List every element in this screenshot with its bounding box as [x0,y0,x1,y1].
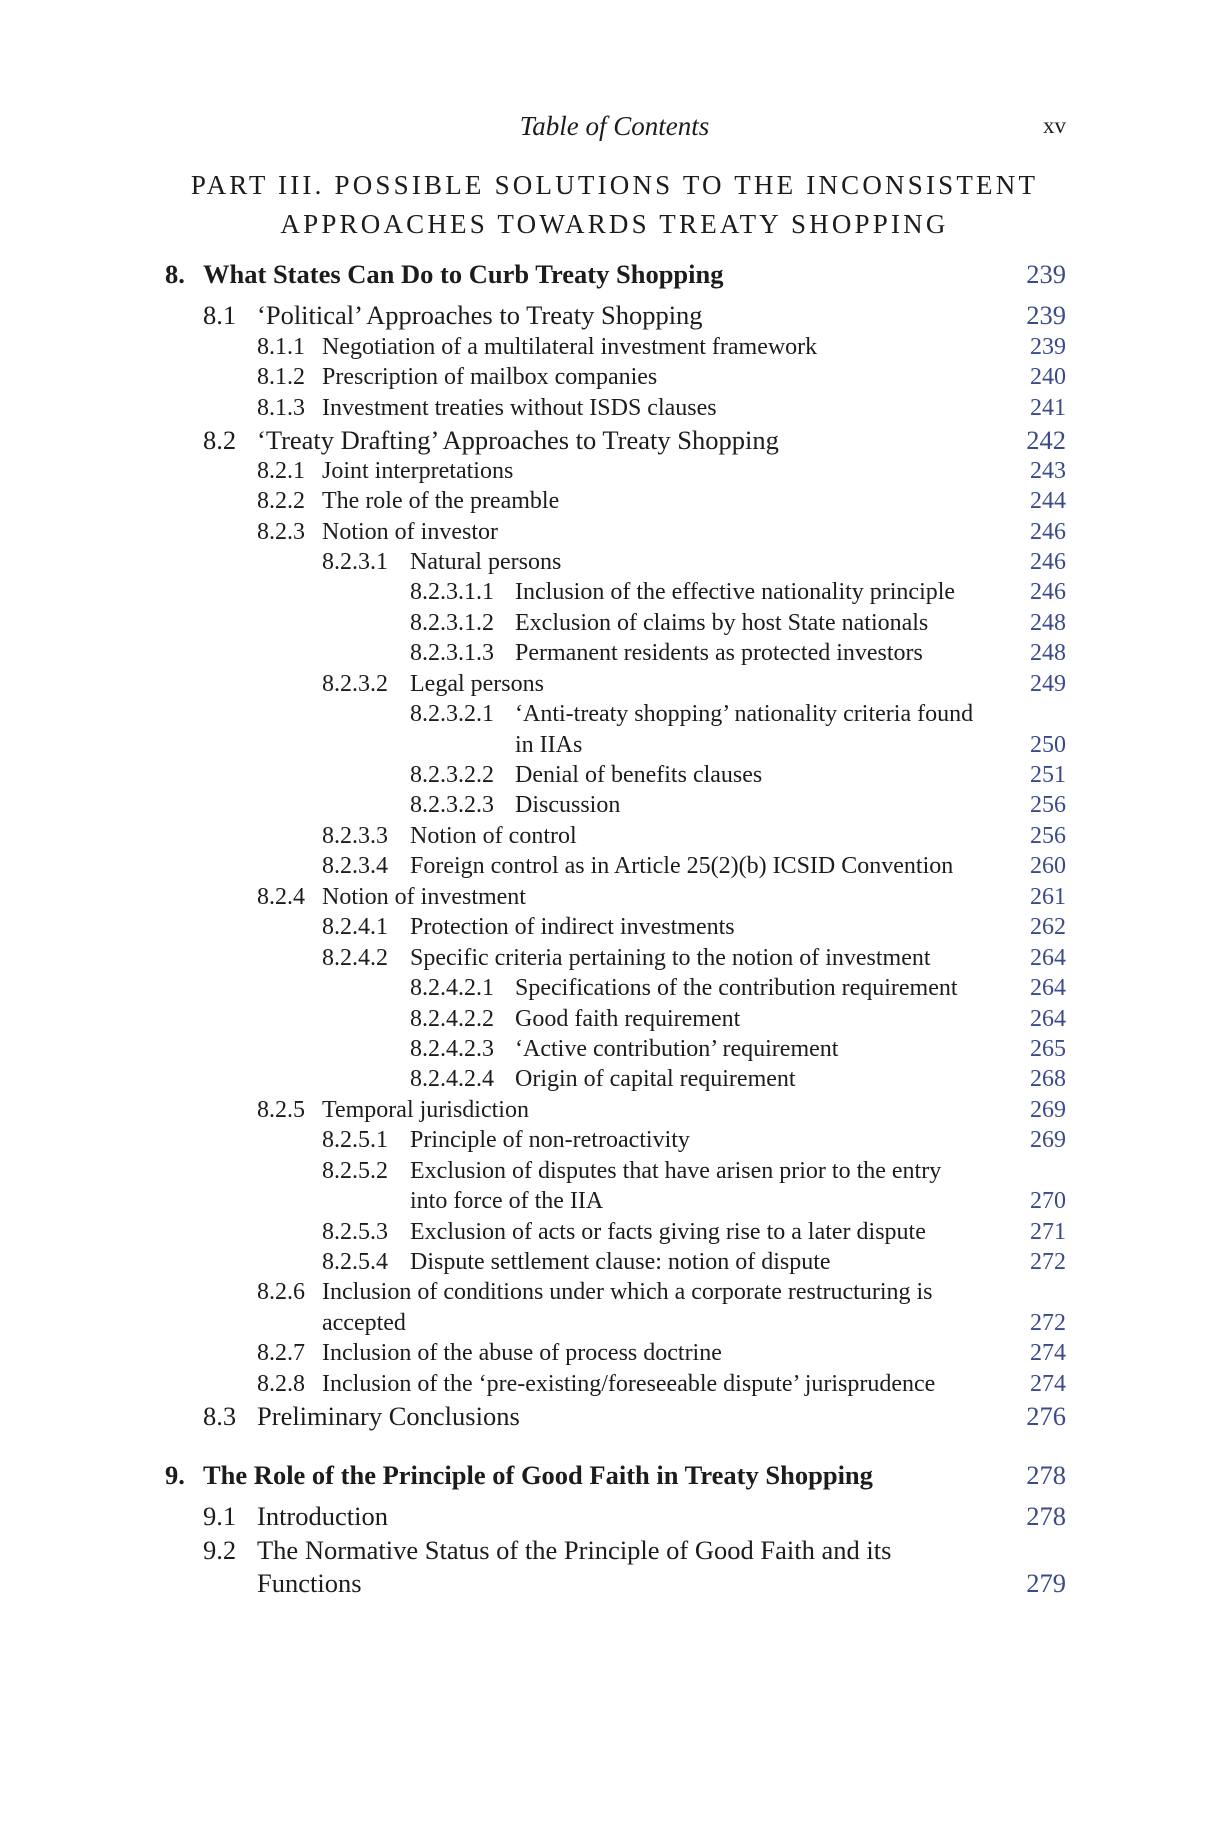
toc-entry-title: Prescription of mailbox companies [322,364,658,390]
toc-entry[interactable] [0,331,1229,365]
toc-entry-number: 8.2.3.2.1 [410,701,494,727]
toc-entry-page-number[interactable]: 239 [1026,300,1066,330]
toc-entry-number: 9. [165,1460,185,1490]
toc-entry[interactable] [0,299,1229,333]
toc-entry-page-number[interactable]: 241 [1030,395,1066,421]
toc-entry-page-number[interactable]: 248 [1030,610,1066,636]
toc-entry-page-number[interactable]: 269 [1030,1127,1066,1153]
toc-entry-number: 8.1.3 [257,395,305,421]
toc-entry[interactable] [0,789,1229,823]
toc-entry[interactable] [0,1155,1229,1189]
toc-entry-number: 8.2.1 [257,458,305,484]
toc-entry-page-number[interactable]: 269 [1030,1097,1066,1123]
toc-entry-number: 8.2.3.3 [322,823,388,849]
toc-entry-page-number[interactable]: 248 [1030,640,1066,666]
toc-entry[interactable] [0,1124,1229,1158]
toc-entry-title: Exclusion of acts or facts giving rise to a later dispute [410,1219,926,1245]
toc-entry-number: 8.2.4.2.3 [410,1036,494,1062]
toc-entry-title: Legal persons [410,671,544,697]
toc-entry-number: 8.2.4.1 [322,914,388,940]
toc-entry[interactable] [0,881,1229,915]
toc-entry-number: 8.1 [203,300,237,330]
toc-entry[interactable] [0,607,1229,641]
toc-entry[interactable] [0,972,1229,1006]
toc-entry-page-number[interactable]: 264 [1030,1006,1066,1032]
toc-entry-title: Introduction [257,1501,388,1531]
toc-entry-number: 8.2.5.4 [322,1249,388,1275]
toc-entry-title-continued: into force of the IIA [410,1188,604,1214]
toc-entry[interactable] [0,1276,1229,1310]
toc-entry-number: 9.2 [203,1535,237,1565]
toc-entry-title: Origin of capital requirement [515,1066,796,1092]
toc-entry[interactable] [0,1094,1229,1128]
toc-entry-page-number[interactable]: 243 [1030,458,1066,484]
toc-entry-title: Permanent residents as protected investors [515,640,923,666]
toc-entry-title: ‘Political’ Approaches to Treaty Shopping [257,300,703,330]
toc-entry[interactable] [0,1500,1229,1534]
toc-entry-page-number[interactable]: 239 [1026,259,1066,289]
toc-entry-continuation[interactable] [0,729,1229,763]
toc-entry-page-number[interactable]: 262 [1030,914,1066,940]
toc-entry-title: Investment treaties without ISDS clauses [322,395,717,421]
toc-entry[interactable] [0,424,1229,458]
toc-entry-title: Exclusion of disputes that have arisen prior to the entry [410,1158,942,1184]
toc-entry-page-number[interactable]: 278 [1026,1501,1066,1531]
toc-entry-title: Dispute settlement clause: notion of dispute [410,1249,831,1275]
toc-entry-page-number[interactable]: 271 [1030,1219,1066,1245]
toc-entry[interactable] [0,258,1229,292]
toc-entry-page-number[interactable]: 264 [1030,975,1066,1001]
toc-entry-title: ‘Anti-treaty shopping’ nationality criteria found [515,701,974,727]
toc-entry-number: 8.2.3.1 [322,549,388,575]
toc-entry-page-number[interactable]: 265 [1030,1036,1066,1062]
toc-entry-title: Inclusion of conditions under which a corporate restructuring is [322,1279,933,1305]
toc-entry-page-number[interactable]: 250 [1030,732,1066,758]
toc-entry-page-number[interactable]: 246 [1030,549,1066,575]
toc-entry-page-number[interactable]: 242 [1026,425,1066,455]
toc-entry-title: Specifications of the contribution requirement [515,975,958,1001]
toc-entry-page-number[interactable]: 249 [1030,671,1066,697]
toc-entry-number: 8.2.5.2 [322,1158,388,1184]
toc-entry-title: Exclusion of claims by host State nationals [515,610,929,636]
toc-entry-number: 8.2.2 [257,488,305,514]
toc-entry-title: Notion of investor [322,519,498,545]
toc-entry-page-number[interactable]: 274 [1030,1371,1066,1397]
page-folio: xv [1043,113,1066,138]
toc-entry-title: The role of the preamble [322,488,560,514]
toc-entry-number: 8.2.7 [257,1340,305,1366]
toc-entry-page-number[interactable]: 246 [1030,579,1066,605]
toc-entry-page-number[interactable]: 251 [1030,762,1066,788]
toc-entry-title: Inclusion of the effective nationality principle [515,579,956,605]
toc-entry-number: 8.2.4.2 [322,945,388,971]
toc-entry-number: 8.3 [203,1401,237,1431]
toc-entry-number: 8.2.5.3 [322,1219,388,1245]
toc-entry-number: 8.2.3 [257,519,305,545]
toc-entry-page-number[interactable]: 274 [1030,1340,1066,1366]
toc-entry-number: 8.2.3.2.2 [410,762,494,788]
toc-entry-page-number[interactable]: 276 [1026,1401,1066,1431]
toc-entry-page-number[interactable]: 264 [1030,945,1066,971]
toc-entry-number: 8.2.4.2.2 [410,1006,494,1032]
toc-entry[interactable] [0,1246,1229,1280]
toc-entry-page-number[interactable]: 244 [1030,488,1066,514]
toc-entry[interactable] [0,942,1229,976]
toc-entry[interactable] [0,546,1229,580]
toc-entry-title: ‘Active contribution’ requirement [515,1036,839,1062]
toc-entry-continuation[interactable] [0,1567,1229,1601]
toc-entry-title: Notion of investment [322,884,526,910]
toc-entry-number: 8.1.2 [257,364,305,390]
toc-entry[interactable] [0,1337,1229,1371]
toc-entry[interactable] [0,850,1229,884]
toc-entry-title: Notion of control [410,823,577,849]
toc-entry-number: 8.2.3.1.2 [410,610,494,636]
toc-entry-title: Denial of benefits clauses [515,762,763,788]
toc-entry-page-number[interactable]: 268 [1030,1066,1066,1092]
toc-entry[interactable] [0,516,1229,550]
toc-entry[interactable] [0,576,1229,610]
toc-entry[interactable] [0,1400,1229,1434]
toc-entry-title: Good faith requirement [515,1006,741,1032]
toc-entry[interactable] [0,1459,1229,1493]
toc-entry-page-number[interactable]: 246 [1030,519,1066,545]
toc-entry[interactable] [0,698,1229,732]
toc-entry[interactable] [0,485,1229,519]
toc-entry-number: 8. [165,259,185,289]
toc-entry-title: Negotiation of a multilateral investment framework [322,334,818,360]
toc-entry[interactable] [0,1368,1229,1402]
toc-entry-number: 8.2 [203,425,237,455]
toc-entry-page-number[interactable]: 278 [1026,1460,1066,1490]
toc-entry-page-number[interactable]: 272 [1030,1310,1066,1336]
toc-entry-page-number[interactable]: 256 [1030,792,1066,818]
toc-entry[interactable] [0,1534,1229,1568]
toc-entry-number: 8.2.3.2 [322,671,388,697]
part-heading-line-2: APPROACHES TOWARDS TREATY SHOPPING [280,209,949,239]
toc-entry-title: The Role of the Principle of Good Faith in Treaty Shopping [203,1460,873,1490]
toc-entry[interactable] [0,820,1229,854]
toc-entry-title: ‘Treaty Drafting’ Approaches to Treaty Shopping [257,425,779,455]
toc-entry-title: The Normative Status of the Principle of Good Faith and its [257,1535,892,1565]
toc-entry-title: Protection of indirect investments [410,914,735,940]
toc-entry-number: 8.2.3.1.1 [410,579,494,605]
toc-entry-continuation[interactable] [0,1185,1229,1219]
toc-entry-page-number[interactable]: 260 [1030,853,1066,879]
toc-entry-page-number[interactable]: 272 [1030,1249,1066,1275]
toc-entry[interactable] [0,637,1229,671]
toc-entry-number: 8.2.4.2.4 [410,1066,494,1092]
toc-entry-title: Preliminary Conclusions [257,1401,520,1431]
toc-entry-title: Temporal jurisdiction [322,1097,529,1123]
toc-entry[interactable] [0,455,1229,489]
toc-entry-title: What States Can Do to Curb Treaty Shopping [203,259,724,289]
toc-entry-number: 8.2.6 [257,1279,305,1305]
toc-entry[interactable] [0,759,1229,793]
toc-entry-title: Inclusion of the ‘pre-existing/foreseeable dispute’ jurisprudence [322,1371,936,1397]
toc-entry-title: Inclusion of the abuse of process doctrine [322,1340,722,1366]
toc-entry[interactable] [0,392,1229,426]
toc-entry-title-continued: accepted [322,1310,406,1336]
part-heading-line-1: PART III. POSSIBLE SOLUTIONS TO THE INCONSISTENT [190,170,1039,200]
toc-entry-title: Natural persons [410,549,562,575]
toc-entry-number: 9.1 [203,1501,237,1531]
toc-entry[interactable] [0,1003,1229,1037]
toc-entry-number: 8.2.3.1.3 [410,640,494,666]
toc-entry[interactable] [0,361,1229,395]
toc-entry-number: 8.2.4.2.1 [410,975,494,1001]
running-head-title: Table of Contents [519,111,710,141]
toc-entry-title: Foreign control as in Article 25(2)(b) ICSID Convention [410,853,954,879]
toc-entry[interactable] [0,911,1229,945]
toc-entry-number: 8.2.4 [257,884,305,910]
toc-entry-number: 8.2.3.4 [322,853,388,879]
toc-entry-page-number[interactable]: 261 [1030,884,1066,910]
toc-entry-title: Specific criteria pertaining to the notion of investment [410,945,931,971]
toc-entry-title: Joint interpretations [322,458,514,484]
toc-entry-page-number[interactable]: 279 [1026,1568,1066,1598]
toc-entry-page-number[interactable]: 270 [1030,1188,1066,1214]
toc-entry-number: 8.2.8 [257,1371,305,1397]
toc-entry[interactable] [0,668,1229,702]
toc-entry-number: 8.2.3.2.3 [410,792,494,818]
toc-entry-continuation[interactable] [0,1307,1229,1341]
toc-entry-title: Principle of non-retroactivity [410,1127,690,1153]
toc-entry-title-continued: Functions [257,1568,362,1598]
toc-entry[interactable] [0,1033,1229,1067]
toc-entry-page-number[interactable]: 239 [1030,334,1066,360]
toc-entry-number: 8.1.1 [257,334,305,360]
toc-entry[interactable] [0,1063,1229,1097]
toc-entry-page-number[interactable]: 240 [1030,364,1066,390]
toc-entry-title: Discussion [515,792,621,818]
toc-entry-title-continued: in IIAs [515,732,583,758]
toc-entry[interactable] [0,1216,1229,1250]
toc-entry-page-number[interactable]: 256 [1030,823,1066,849]
toc-entry-number: 8.2.5 [257,1097,305,1123]
toc-entry-number: 8.2.5.1 [322,1127,388,1153]
